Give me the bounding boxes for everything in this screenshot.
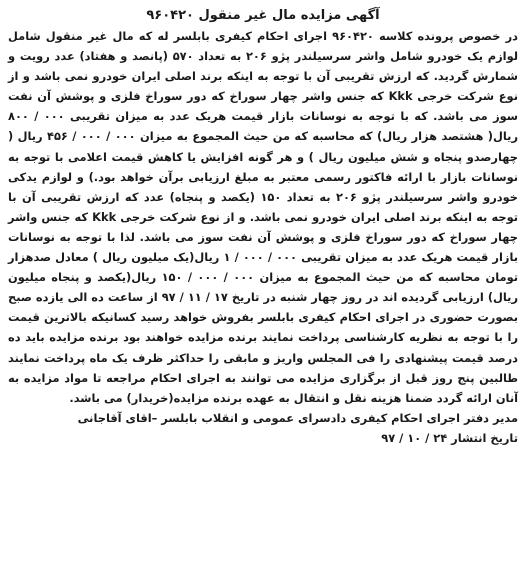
notice-body: در خصوص پرونده کلاسه ۹۶۰۴۲۰ اجرای احکام کیفری بابلسر له که مال غیر منقول شامل لوازم یک خودرو شامل واشر سرسیلندر پژو ۲۰۶ به تعداد ۵۷۰ (پانصد و هفتاد) عدد رویت و شمارش گردید. که ارزش تقریبی آن با توجه به اینکه برند اصلی ایران خودرو نمی باشد و از نوع شرکت خرجی Kkk که جنس واشر چهار سوراخ که دور سوراخ فلزی و پوشش آن نفت سوز می باشد. که با توجه به نوسانات بازار قیمت هریک عدد به میزان تقریبی ۰۰۰ / ۸۰۰ ریال( هشتصد هزار ریال) که محاسبه که من حیث المجموع به میزان ۰۰۰ / ۰۰۰ / ۴۵۶ ریال ( چهارصدو پنجاه و شش میلیون ریال ) و هر گونه افزایش یا کاهش قیمت اعلامی با توجه به نوسانات بازار با ارائه فاکتور رسمی معتبر به مبلغ ارزیابی برآن خواهد بود.) و لوازم یدکی خودرو واشر سرسیلندر پژو ۲۰۶ به تعداد ۱۵۰ (یکصد و پنجاه) عدد که ارزش تقریبی آن با توجه به اینکه برند اصلی ایران خودرو نمی باشد. و از نوع شرکت خرجی Kkk که جنس واشر چهار سوراخ که دور سوراخ فلزی و پوشش آن نفت سوز می باشد. لذا با توجه به نوسانات بازار قیمت هریک عدد به میزان تقریبی ۰۰۰ / ۰۰۰ / ۱ ریال(یک میلیون ریال ) معادل صدهزار تومان محاسبه که من حیث المجموع به میزان ۰۰۰ / ۰۰۰ / ۱۵۰ ریال(یکصد و پنجاه میلیون ریال) ارزیابی گردیده اند در روز چهار شنبه در تاریخ ۱۷ / ۱۱ / ۹۷ از ساعت ده الی یازده صبح بصورت حضوری در اجرای احکام کیفری بابلسر بفروش خواهد رسید کسانیکه بالاترین قیمت را با توجه به نظریه کارشناسی پرداخت نمایند برنده مزایده خواهند بود برنده مزایده باید ده درصد قیمت پیشنهادی را فی المجلس واریز و مابقی را حداکثر ظرف یک ماه پرداخت نمایند طالبین پنج روز قبل از برگزاری مزایده می توانند به اجرای احکام مراجعه تا مواد مزایده به آنان ارائه گردد ضمنا هزینه نقل و انتقال به عهده برنده مزایده(خریدار) می باشد. <box>8 29 519 405</box>
notice-title: آگهی مزایده مال غیر منقول ۹۶۰۴۲۰ <box>146 8 380 23</box>
notice-signature: مدیر دفتر اجرای احکام کیفری دادسرای عمومی و انقلاب بابلسر –اقای آقاجانی <box>77 410 518 425</box>
notice-publish-date: تاریخ انتشار ۲۴ / ۱۰ / ۹۷ <box>381 430 518 445</box>
